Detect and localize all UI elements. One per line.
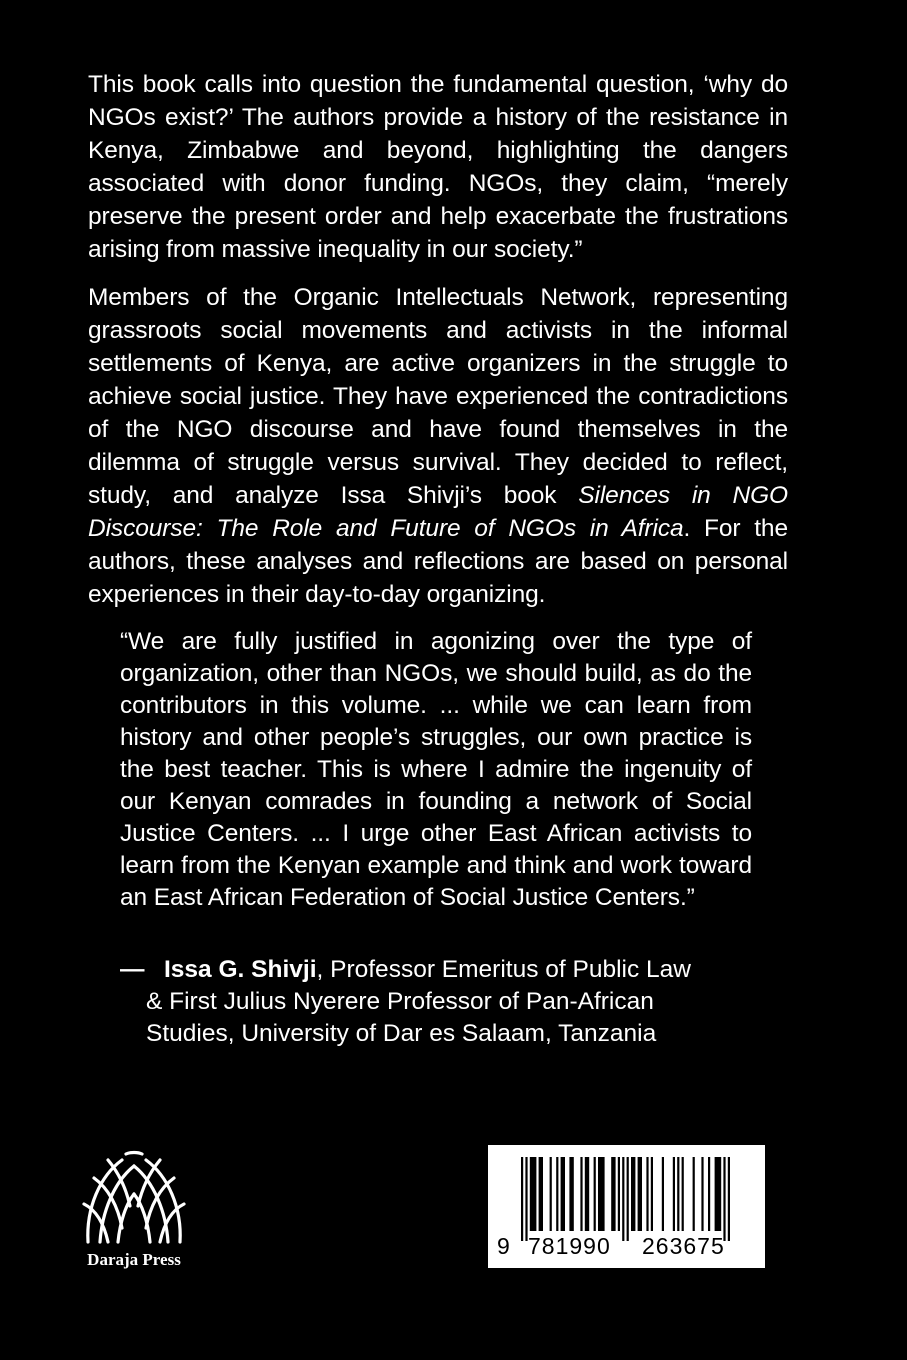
barcode-digits	[488, 1233, 765, 1263]
isbn-barcode	[488, 1145, 765, 1268]
attribution-dash: —	[120, 956, 145, 983]
barcode-bar-1	[525, 1157, 527, 1241]
barcode-bar-11	[598, 1157, 605, 1231]
attribution-line-2: & First Julius Nyerere Professor of Pan-African	[146, 988, 654, 1015]
barcode-bar-4	[550, 1157, 552, 1231]
barcode-bar-8	[580, 1157, 582, 1231]
barcode-bar-16	[631, 1157, 635, 1231]
barcode-bar-12	[611, 1157, 615, 1231]
barcode-first-digit: 9	[497, 1233, 510, 1259]
barcode-bar-26	[708, 1157, 710, 1231]
barcode-bar-27	[715, 1157, 722, 1231]
back-cover-blurb	[88, 68, 788, 611]
quote-attribution	[120, 954, 760, 1050]
barcode-bar-10	[594, 1157, 596, 1231]
attribution-line-1	[120, 954, 760, 986]
barcode-bar-13	[618, 1157, 620, 1231]
barcode-bar-25	[701, 1157, 703, 1231]
barcode-bar-18	[646, 1157, 648, 1231]
barcode-bar-29	[728, 1157, 730, 1241]
barcode-bar-3	[539, 1157, 543, 1231]
barcode-right-group: 263675	[642, 1233, 725, 1259]
blurb-paragraph-2	[88, 281, 788, 611]
barcode-bar-5	[556, 1157, 558, 1231]
barcode-bar-9	[585, 1157, 589, 1231]
publisher-logo	[78, 1148, 190, 1278]
barcode-bar-21	[673, 1157, 675, 1231]
barcode-bar-7	[569, 1157, 573, 1231]
barcode-bar-22	[677, 1157, 679, 1231]
barcode-left-group: 781990	[528, 1233, 611, 1259]
barcode-bar-6	[561, 1157, 565, 1231]
barcode-bar-23	[682, 1157, 684, 1231]
publisher-name: Daraja Press	[87, 1250, 181, 1269]
barcode-bar-19	[651, 1157, 653, 1231]
daraja-arch-logo-icon	[78, 1148, 190, 1248]
barcode-bar-15	[627, 1157, 629, 1241]
barcode-bar-28	[723, 1157, 725, 1241]
barcode-bar-2	[530, 1157, 537, 1231]
endorsement-quote	[120, 626, 752, 914]
blurb-paragraph-2-end: . For the authors, these analyses and reflections are based on personal experiences in their day-to-day organizing.	[88, 515, 788, 608]
attribution-title: , Professor Emeritus of Public Law	[316, 956, 691, 983]
barcode-bar-24	[693, 1157, 695, 1231]
barcode-bar-0	[521, 1157, 523, 1241]
blurb-paragraph-2-start: Members of the Organic Intellectuals Network, representing grassroots social movements and activists in the informal settlements of Kenya, are active organizers in the struggle to achieve social justice. They have experienced the contradictions of the NGO discourse and have found themselves in the dilemma of struggle versus survival. They decided to reflect, study, and analyze Issa Shivji’s book	[88, 284, 788, 509]
barcode-bar-20	[662, 1157, 664, 1231]
attribution-name: Issa G. Shivji	[164, 956, 317, 983]
book-title-italic: Silences in NGO Discourse: The Role and Future of NGOs in Africa	[88, 482, 788, 542]
barcode-bar-17	[638, 1157, 642, 1231]
barcode-bar-14	[622, 1157, 624, 1241]
blurb-paragraph-1: This book calls into question the fundamental question, ‘why do NGOs exist?’ The authors provide a history of the resistance in Kenya, Zimbabwe and beyond, highlighting the dangers associated with donor funding. NGOs, they claim, “merely preserve the present order and help exacerbate the frustrations arising from massive inequality in our society.”	[88, 71, 788, 263]
quote-text: “We are fully justified in agonizing over the type of organization, other than NGOs, we should build, as do the contributors in this volume. ... while we can learn from history and other people’s struggles, our own practice is the best teacher. This is where I admire the ingenuity of our Kenyan comrades in founding a network of Social Justice Centers. ... I urge other East African activists to learn from the Kenyan example and think and work toward an East African Federation of Social Justice Centers.”	[120, 628, 752, 911]
attribution-line-3: Studies, University of Dar es Salaam, Tanzania	[146, 1020, 657, 1047]
